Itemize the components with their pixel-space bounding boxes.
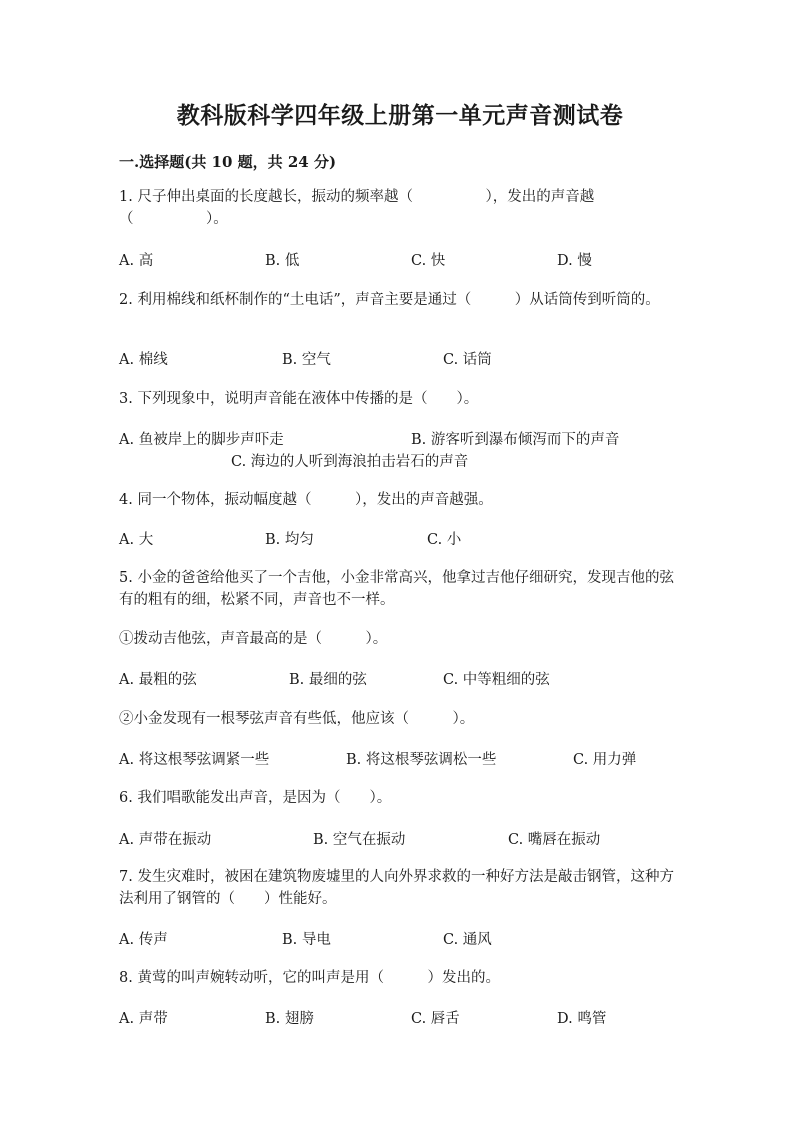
question-4: 4. 同一个物体，振动幅度越（ ），发出的声音越强。: [119, 492, 493, 508]
q8-option-a[interactable]: A. 声带: [119, 1011, 168, 1027]
q8-option-d[interactable]: D. 鸣管: [557, 1011, 607, 1027]
page-title: 教科版科学四年级上册第一单元声音测试卷: [176, 102, 624, 129]
q6-option-c[interactable]: C. 嘴唇在振动: [508, 832, 601, 848]
question-5-part-1: ①拨动吉他弦，声音最高的是（ ）。: [119, 631, 388, 647]
q7-option-b[interactable]: B. 导电: [282, 932, 331, 948]
question-5: 5. 小金的爸爸给他买了一个吉他，小金非常高兴，他拿过吉他仔细研究，发现吉他的弦有的粗有的细，松紧不同，声音也不一样。: [119, 570, 674, 608]
q3-option-c[interactable]: C. 海边的人听到海浪拍击岩石的声音: [231, 454, 469, 470]
q7-option-a[interactable]: A. 传声: [119, 932, 168, 948]
q5b-option-b[interactable]: B. 将这根琴弦调松一些: [346, 752, 497, 768]
q3-option-a[interactable]: A. 鱼被岸上的脚步声吓走: [119, 432, 284, 448]
q5a-option-b[interactable]: B. 最细的弦: [289, 672, 367, 688]
q1-option-b[interactable]: B. 低: [265, 253, 300, 269]
q5b-option-a[interactable]: A. 将这根琴弦调紧一些: [119, 752, 270, 768]
q4-option-c[interactable]: C. 小: [427, 532, 462, 548]
q7-option-c[interactable]: C. 通风: [443, 932, 492, 948]
q6-option-a[interactable]: A. 声带在振动: [119, 832, 212, 848]
q8-option-c[interactable]: C. 唇舌: [411, 1011, 460, 1027]
q3-option-b[interactable]: B. 游客听到瀑布倾泻而下的声音: [411, 432, 620, 448]
q2-option-a[interactable]: A. 棉线: [119, 352, 168, 368]
question-6: 6. 我们唱歌能发出声音，是因为（ ）。: [119, 790, 392, 806]
question-5-part-2: ②小金发现有一根琴弦声音有些低，他应该（ ）。: [119, 711, 475, 727]
q4-option-a[interactable]: A. 大: [119, 532, 154, 548]
q4-option-b[interactable]: B. 均匀: [265, 532, 314, 548]
q1-option-a[interactable]: A. 高: [119, 253, 154, 269]
question-2: 2. 利用棉线和纸杯制作的“土电话”，声音主要是通过（ ）从话筒传到听筒的。: [119, 292, 660, 308]
question-8: 8. 黄莺的叫声婉转动听，它的叫声是用（ ）发出的。: [119, 970, 500, 986]
q6-option-b[interactable]: B. 空气在振动: [313, 832, 406, 848]
question-3: 3. 下列现象中，说明声音能在液体中传播的是（ ）。: [119, 391, 479, 407]
q5a-option-c[interactable]: C. 中等粗细的弦: [443, 672, 550, 688]
question-1: 1. 尺子伸出桌面的长度越长，振动的频率越（ ），发出的声音越（ ）。: [119, 189, 595, 227]
section-heading: 一.选择题(共 10 题，共 24 分): [119, 153, 337, 171]
q5b-option-c[interactable]: C. 用力弹: [573, 752, 637, 768]
q1-option-c[interactable]: C. 快: [411, 253, 446, 269]
q2-option-c[interactable]: C. 话筒: [443, 352, 492, 368]
q1-option-d[interactable]: D. 慢: [557, 253, 592, 269]
question-7: 7. 发生灾难时，被困在建筑物废墟里的人向外界求救的一种好方法是敲击钢管，这种方法利用了钢管的（ ）性能好。: [119, 869, 674, 907]
q5a-option-a[interactable]: A. 最粗的弦: [119, 672, 197, 688]
q2-option-b[interactable]: B. 空气: [282, 352, 331, 368]
q8-option-b[interactable]: B. 翅膀: [265, 1011, 314, 1027]
